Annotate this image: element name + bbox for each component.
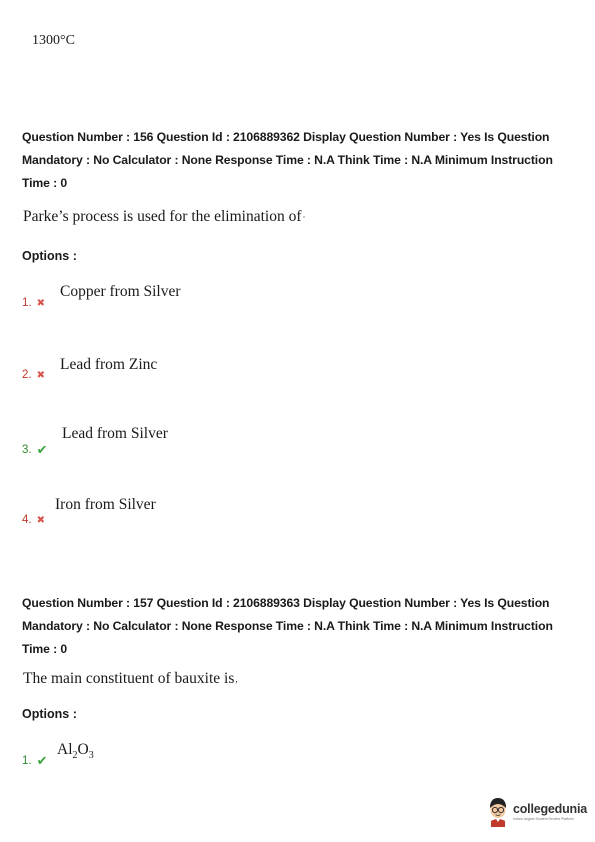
question-text: The main constituent of bauxite is bbox=[23, 670, 235, 687]
cross-icon: ✖ bbox=[36, 369, 45, 381]
option-number: 4. bbox=[22, 514, 32, 526]
option-marker-1 bbox=[22, 297, 45, 309]
option-text-2: Lead from Zinc bbox=[60, 356, 158, 373]
previous-answer-text: 1300°C bbox=[32, 33, 75, 48]
option-number: 2. bbox=[22, 369, 32, 381]
option-text-1: Copper from Silver bbox=[60, 283, 181, 300]
question-meta-line: Time : 0 bbox=[22, 176, 68, 190]
question-text-tail: , bbox=[235, 674, 238, 685]
options-label: Options : bbox=[22, 707, 77, 721]
logo-text bbox=[513, 803, 587, 821]
cross-icon: ✖ bbox=[36, 297, 45, 309]
question-text-tail: · bbox=[302, 212, 306, 223]
logo-tagline: India's largest Student Review Platform bbox=[513, 816, 574, 821]
question-meta-line: Question Number : 156 Question Id : 2106889362 Display Question Number : Yes Is Question bbox=[22, 130, 550, 144]
option-number: 1. bbox=[22, 755, 32, 767]
question-meta-156 bbox=[22, 126, 582, 195]
cross-icon: ✖ bbox=[36, 514, 45, 526]
mascot-icon bbox=[487, 797, 509, 827]
question-meta-line: Mandatory : No Calculator : None Response Time : N.A Think Time : N.A Minimum Instruction bbox=[22, 619, 553, 633]
question-text-156 bbox=[23, 208, 306, 226]
check-icon: ✔ bbox=[36, 753, 48, 768]
logo-name: collegedunia bbox=[513, 802, 588, 816]
option-text-4: Iron from Silver bbox=[55, 496, 156, 513]
question-meta-157 bbox=[22, 592, 582, 661]
formula-subscript: 3 bbox=[88, 750, 94, 762]
formula-subscript: 2 bbox=[72, 750, 78, 762]
formula-part: Al bbox=[57, 741, 73, 758]
option-number: 3. bbox=[22, 444, 32, 456]
question-text: Parke’s process is used for the elimination of bbox=[23, 208, 302, 225]
formula-part: O bbox=[77, 741, 89, 758]
option-number: 1. bbox=[22, 297, 32, 309]
options-label: Options : bbox=[22, 249, 77, 263]
question-meta-line: Question Number : 157 Question Id : 2106889363 Display Question Number : Yes Is Question bbox=[22, 596, 550, 610]
question-text-157 bbox=[23, 670, 238, 688]
option-text-1 bbox=[57, 741, 94, 761]
option-marker-3 bbox=[22, 442, 48, 458]
question-meta-line: Mandatory : No Calculator : None Response Time : N.A Think Time : N.A Minimum Instruction bbox=[22, 153, 553, 167]
option-marker-4 bbox=[22, 514, 45, 526]
option-text-3: Lead from Silver bbox=[62, 425, 168, 442]
question-meta-line: Time : 0 bbox=[22, 642, 68, 656]
check-icon: ✔ bbox=[36, 442, 48, 457]
option-marker-2 bbox=[22, 369, 45, 381]
collegedunia-logo bbox=[487, 797, 587, 827]
option-marker-1 bbox=[22, 753, 48, 769]
